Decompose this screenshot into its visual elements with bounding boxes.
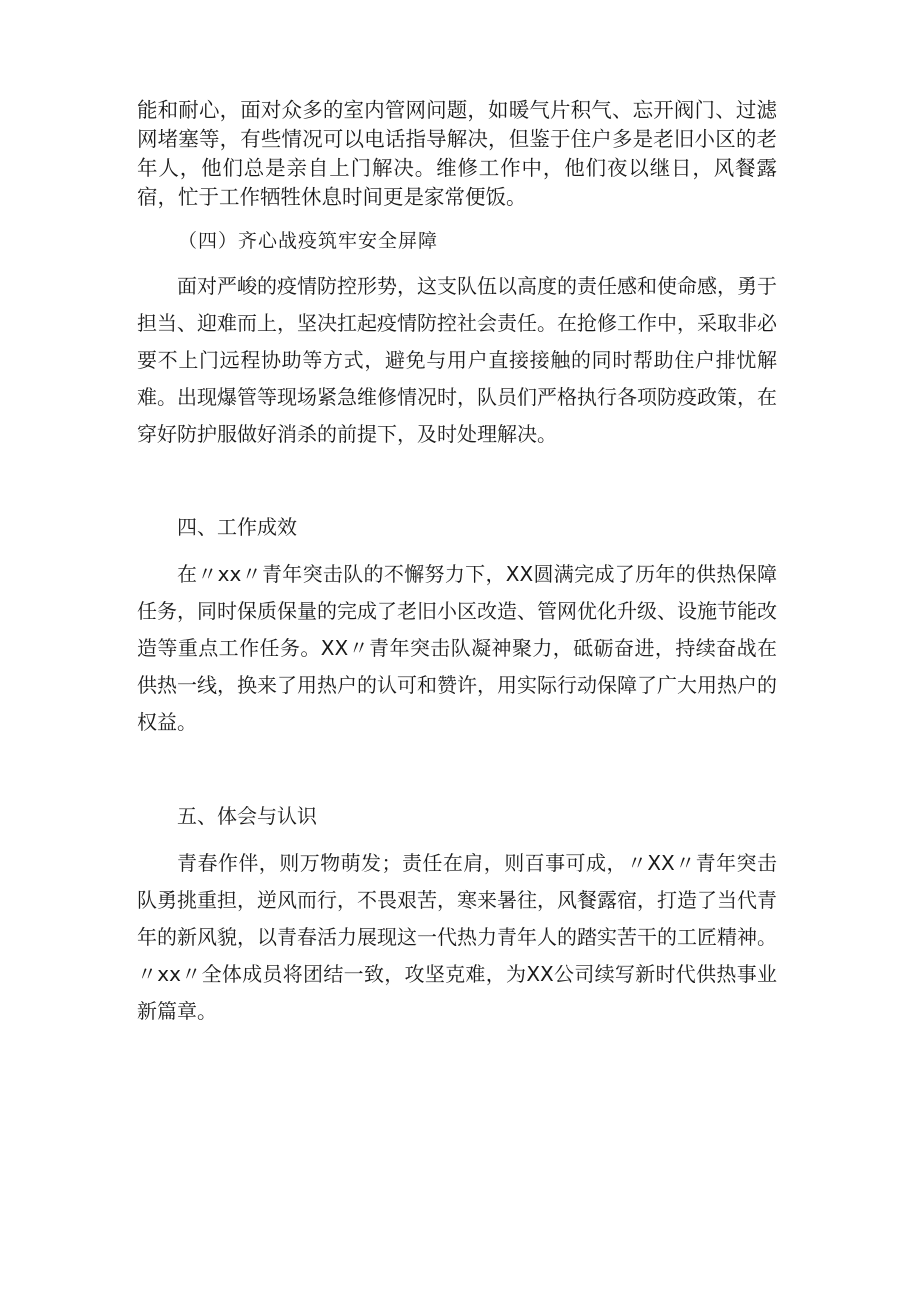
paragraph-experience: 青春作伴，则万物萌发；责任在肩，则百事可成，〃XX〃青年突击队勇挑重担，逆风而行，不畏艰苦，寒来暑往，风餐露宿，打造了当代青年的新风貌，以青春活力展现这一代热力青年人的踏实苦干的工匠精神。〃xx〃全体成员将团结一致，攻坚克难，为XX公司续写新时代供热事业新篇章。 <box>137 851 777 1023</box>
heading-work-results: 四、工作成效 <box>177 515 297 539</box>
paragraph-continuation: 能和耐心，面对众多的室内管网问题，如暖气片积气、忘开阀门、过滤网堵塞等，有些情况可以电话指导解决，但鉴于住户多是老旧小区的老年人，他们总是亲自上门解决。维修工作中，他们夜以继日，风餐露宿，忙于工作牺牲休息时间更是家常便饭。 <box>137 98 777 209</box>
heading-experience: 五、体会与认识 <box>177 804 317 828</box>
paragraph-results: 在〃xx〃青年突击队的不懈努力下，XX圆满完成了历年的供热保障任务，同时保质保量的完成了老旧小区改造、管网优化升级、设施节能改造等重点工作任务。XX〃青年突击队凝神聚力，砥砺奋进，持续奋战在供热一线，换来了用热户的认可和赞许，用实际行动保障了广大用热户的权益。 <box>137 562 777 734</box>
subheading-four: （四）齐心战疫筑牢安全屏障 <box>178 230 439 252</box>
paragraph-epidemic: 面对严峻的疫情防控形势，这支队伍以高度的责任感和使命感，勇于担当、迎难而上，坚决扛起疫情防控社会责任。在抢修工作中，采取非必要不上门远程协助等方式，避免与用户直接接触的同时帮助住户排忧解难。出现爆管等现场紧急维修情况时，队员们严格执行各项防疫政策，在穿好防护服做好消杀的前提下，及时处理解决。 <box>137 274 777 446</box>
